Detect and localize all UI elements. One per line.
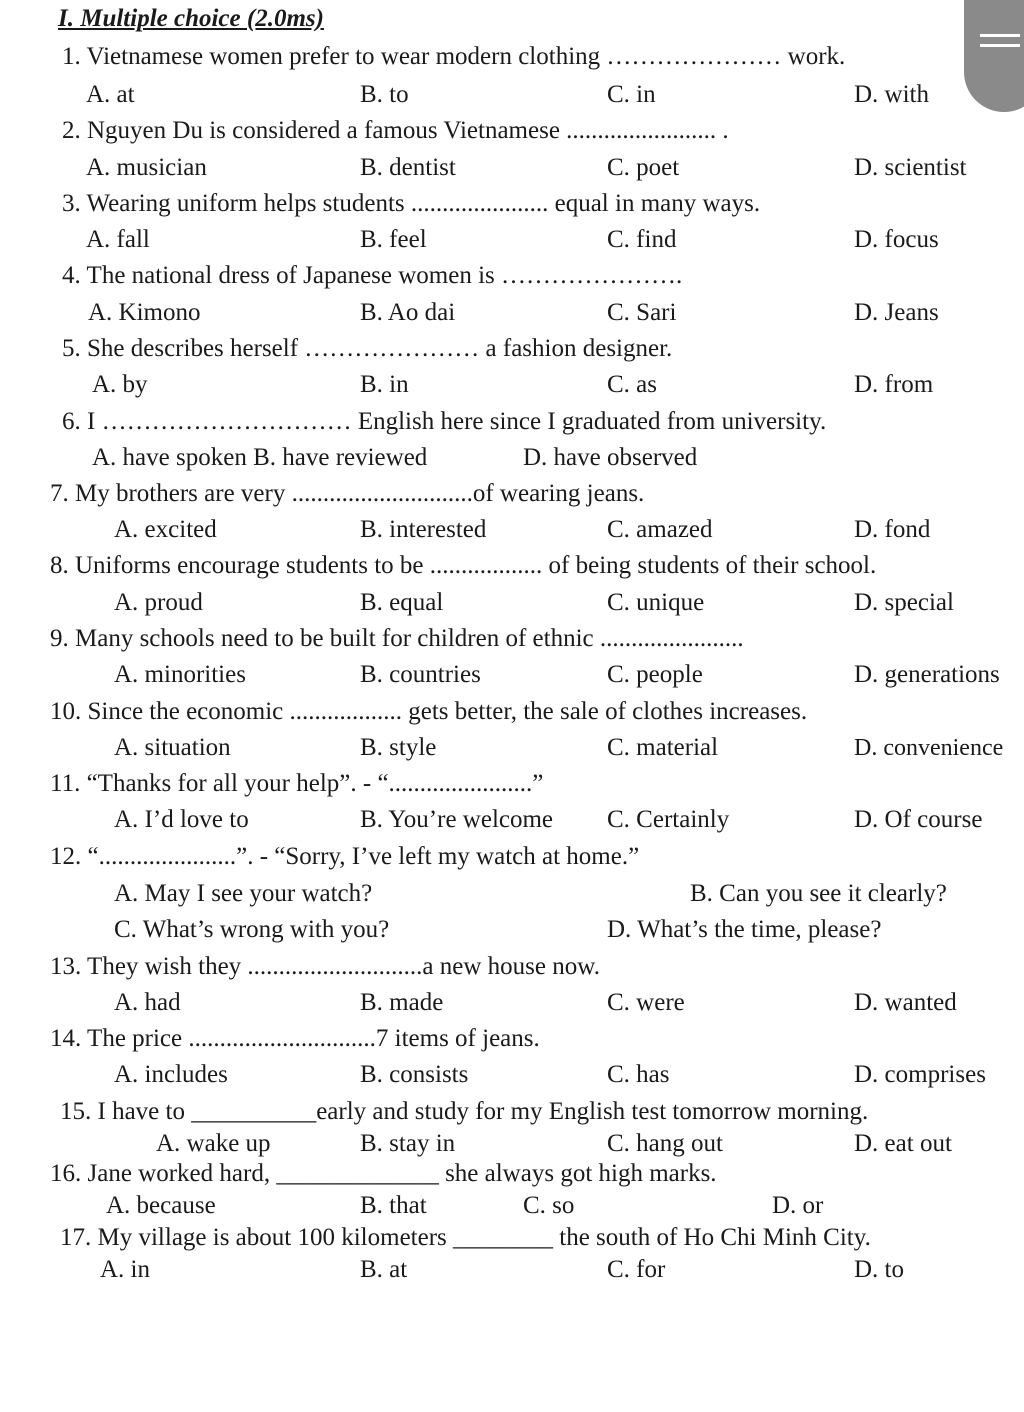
option-b[interactable]: B. to <box>360 81 409 108</box>
option-a[interactable]: A. proud <box>114 589 203 616</box>
option-c[interactable]: C. unique <box>607 589 705 616</box>
option-d[interactable]: D. Jeans <box>854 299 939 326</box>
question-stem: 10. Since the economic .................. gets better, the sale of clothes increases. <box>50 698 808 725</box>
option-a[interactable]: A. in <box>100 1256 150 1283</box>
question-stem: 8. Uniforms encourage students to be .................. of being students of their school. <box>50 552 877 579</box>
option-c[interactable]: C. find <box>607 226 677 253</box>
question-stem: 11. “Thanks for all your help”. - “.......................” <box>50 770 544 797</box>
option-b[interactable]: B. interested <box>360 516 487 543</box>
option-b[interactable]: B. equal <box>360 589 444 616</box>
option-c[interactable]: C. in <box>607 81 656 108</box>
option-c[interactable]: C. as <box>607 371 657 398</box>
question-stem: 13. They wish they ............................a new house now. <box>50 953 600 980</box>
option-d[interactable]: D. special <box>854 589 954 616</box>
option-c[interactable]: C. material <box>607 734 719 761</box>
option-d[interactable]: D. from <box>854 371 934 398</box>
option-a[interactable]: A. excited <box>114 516 217 543</box>
option-b[interactable]: B. in <box>360 371 409 398</box>
option-c[interactable]: C. so <box>523 1192 575 1219</box>
option-a[interactable]: A. because <box>106 1192 216 1219</box>
option-d[interactable]: D. scientist <box>854 154 967 181</box>
scroll-handle[interactable] <box>964 0 1024 112</box>
option-a[interactable]: A. wake up <box>156 1130 271 1157</box>
option-d[interactable]: D. or <box>772 1192 824 1219</box>
option-d[interactable]: D. with <box>854 81 929 108</box>
question-stem: 9. Many schools need to be built for children of ethnic ....................... <box>50 625 744 652</box>
option-c[interactable]: C. poet <box>607 154 680 181</box>
option-b[interactable]: B. dentist <box>360 154 456 181</box>
option-d[interactable]: D. convenience <box>854 735 1004 761</box>
option-b[interactable]: B. style <box>360 734 437 761</box>
option-b[interactable]: B. Can you see it clearly? <box>690 880 947 907</box>
question-stem: 2. Nguyen Du is considered a famous Vietnamese ........................ . <box>62 117 729 144</box>
option-b[interactable]: B. made <box>360 989 444 1016</box>
option-c[interactable]: C. has <box>607 1061 670 1088</box>
option-d[interactable]: D. generations <box>854 661 1000 688</box>
option-d[interactable]: D. What’s the time, please? <box>607 916 882 943</box>
option-c[interactable]: D. have observed <box>523 444 698 471</box>
option-d[interactable]: D. fond <box>854 516 931 543</box>
option-d[interactable]: D. to <box>854 1256 904 1283</box>
option-c[interactable]: C. Certainly <box>607 806 730 833</box>
handle-grip-icon <box>980 44 1020 47</box>
question-stem: 3. Wearing uniform helps students ...................... equal in many ways. <box>62 190 761 217</box>
question-stem: 6. I ………………………… English here since I graduated from university. <box>62 408 827 435</box>
option-c[interactable]: C. were <box>607 989 685 1016</box>
option-d[interactable]: D. eat out <box>854 1130 952 1157</box>
option-a[interactable]: A. I’d love to <box>114 806 249 833</box>
option-d[interactable]: D. wanted <box>854 989 957 1016</box>
option-a[interactable]: A. musician <box>86 154 207 181</box>
option-d[interactable]: D. focus <box>854 226 939 253</box>
question-stem: 15. I have to __________early and study for my English test tomorrow morning. <box>60 1098 869 1125</box>
option-c[interactable]: C. Sari <box>607 299 677 326</box>
option-b[interactable]: B. at <box>360 1256 408 1283</box>
question-stem: 4. The national dress of Japanese women is …………………. <box>62 262 683 289</box>
option-c[interactable]: C. amazed <box>607 516 713 543</box>
option-b[interactable]: B. consists <box>360 1061 469 1088</box>
option-a[interactable]: A. situation <box>114 734 231 761</box>
option-a[interactable]: A. had <box>114 989 181 1016</box>
option-b[interactable]: B. countries <box>360 661 481 688</box>
question-stem: 17. My village is about 100 kilometers ________ the south of Ho Chi Minh City. <box>60 1224 871 1251</box>
option-a[interactable]: A. includes <box>114 1061 228 1088</box>
option-b[interactable]: B. Ao dai <box>360 299 456 326</box>
question-stem: 14. The price ..............................7 items of jeans. <box>50 1025 540 1052</box>
option-d[interactable]: D. comprises <box>854 1061 986 1088</box>
question-stem: 12. “......................”. - “Sorry, I’ve left my watch at home.” <box>50 843 640 870</box>
section-title: I. Multiple choice (2.0ms) <box>58 5 324 32</box>
question-stem: 5. She describes herself ………………… a fashion designer. <box>62 335 673 362</box>
option-a[interactable]: A. May I see your watch? <box>114 880 373 907</box>
option-b[interactable]: B. stay in <box>360 1130 456 1157</box>
option-c[interactable]: C. hang out <box>607 1130 723 1157</box>
question-stem: 7. My brothers are very .............................of wearing jeans. <box>50 480 645 507</box>
handle-grip-icon <box>980 34 1020 37</box>
question-stem: 1. Vietnamese women prefer to wear modern clothing ………………… work. <box>62 43 846 70</box>
option-c[interactable]: C. for <box>607 1256 666 1283</box>
option-b[interactable]: B. You’re welcome <box>360 806 554 833</box>
option-d[interactable]: D. Of course <box>854 806 983 833</box>
option-c[interactable]: C. What’s wrong with you? <box>114 916 390 943</box>
option-b[interactable]: B. that <box>360 1192 427 1219</box>
option-a[interactable]: A. fall <box>86 226 150 253</box>
option-a[interactable]: A. by <box>92 371 148 398</box>
question-stem: 16. Jane worked hard, _____________ she always got high marks. <box>50 1160 717 1187</box>
option-a[interactable]: A. at <box>86 81 135 108</box>
option-b[interactable]: B. feel <box>360 226 427 253</box>
option-c[interactable]: C. people <box>607 661 703 688</box>
option-a-b[interactable]: A. have spoken B. have reviewed <box>92 444 428 471</box>
option-a[interactable]: A. Kimono <box>88 299 201 326</box>
option-a[interactable]: A. minorities <box>114 661 246 688</box>
